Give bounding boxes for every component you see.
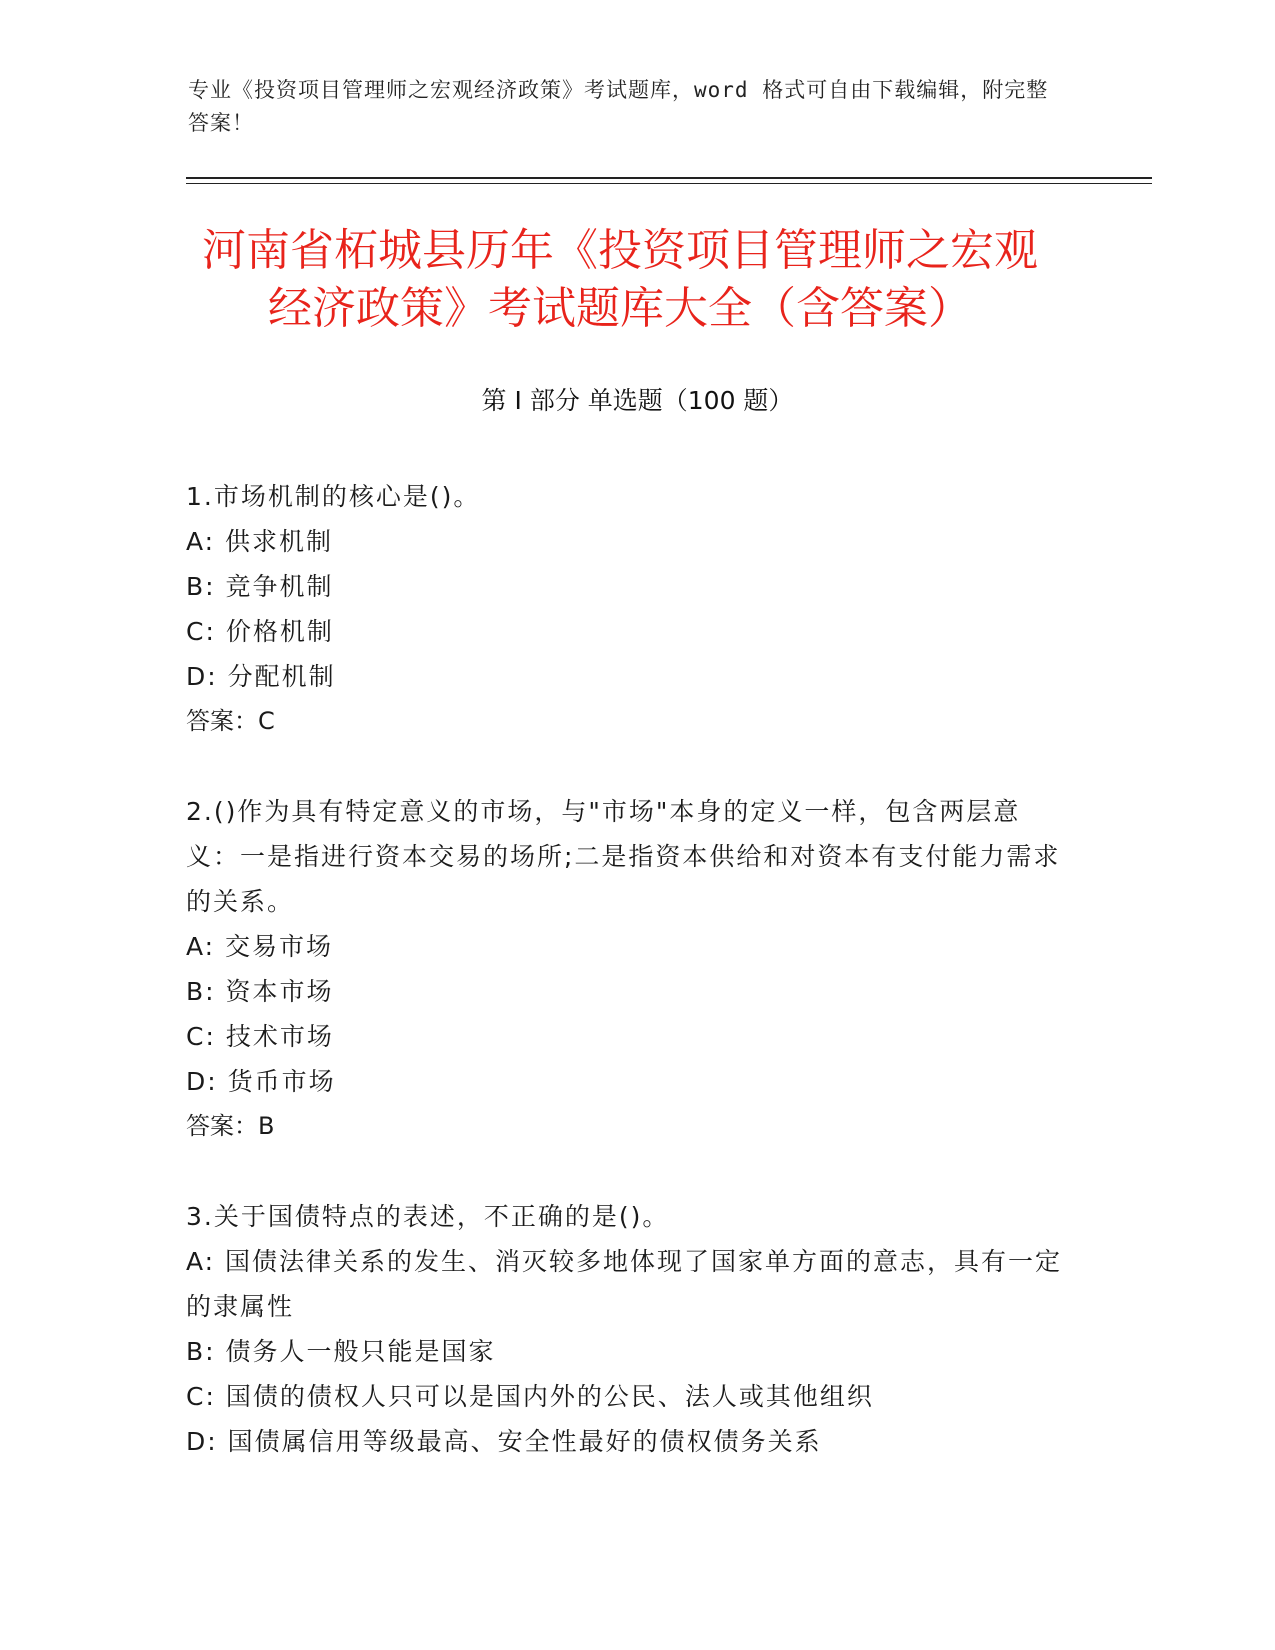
header-divider-thick	[186, 177, 1152, 179]
page-title	[190, 222, 1090, 338]
page-title-line-1: 河南省柘城县历年《投资项目管理师之宏观	[202, 225, 1038, 276]
option-b: B: 债务人一般只能是国家	[186, 1337, 496, 1366]
question-stem: 3.关于国债特点的表述，不正确的是()。	[186, 1202, 670, 1231]
option-d: D: 分配机制	[186, 662, 336, 691]
answer-label: 答案：C	[186, 707, 275, 735]
option-b: B: 资本市场	[186, 977, 334, 1006]
option-a: A: 交易市场	[186, 932, 334, 961]
question-2	[186, 789, 1066, 1149]
page-title-line-2: 经济政策》考试题库大全（含答案）	[268, 283, 972, 334]
section-heading: 第 I 部分 单选题（100 题）	[481, 386, 794, 415]
option-d: D: 货币市场	[186, 1067, 336, 1096]
question-3	[186, 1194, 1066, 1464]
option-a: A: 国债法律关系的发生、消灭较多地体现了国家单方面的意志，具有一定的隶属性	[186, 1247, 1063, 1321]
option-c: C: 价格机制	[186, 617, 334, 646]
question-stem: 1.市场机制的核心是()。	[186, 482, 481, 511]
answer-label: 答案：B	[186, 1112, 275, 1140]
header-divider-thin	[186, 183, 1152, 184]
option-d: D: 国债属信用等级最高、安全性最好的债权债务关系	[186, 1427, 822, 1456]
header-note: 专业《投资项目管理师之宏观经济政策》考试题库，word 格式可自由下载编辑，附完整答案！	[188, 78, 1049, 135]
question-1	[186, 474, 1066, 744]
option-a: A: 供求机制	[186, 527, 334, 556]
question-list	[186, 474, 1066, 1509]
option-b: B: 竞争机制	[186, 572, 334, 601]
question-stem: 2.()作为具有特定意义的市场，与"市场"本身的定义一样，包含两层意义：一是指进行资本交易的场所;二是指资本供给和对资本有支付能力需求的关系。	[186, 797, 1061, 916]
option-c: C: 国债的债权人只可以是国内外的公民、法人或其他组织	[186, 1382, 874, 1411]
option-c: C: 技术市场	[186, 1022, 334, 1051]
